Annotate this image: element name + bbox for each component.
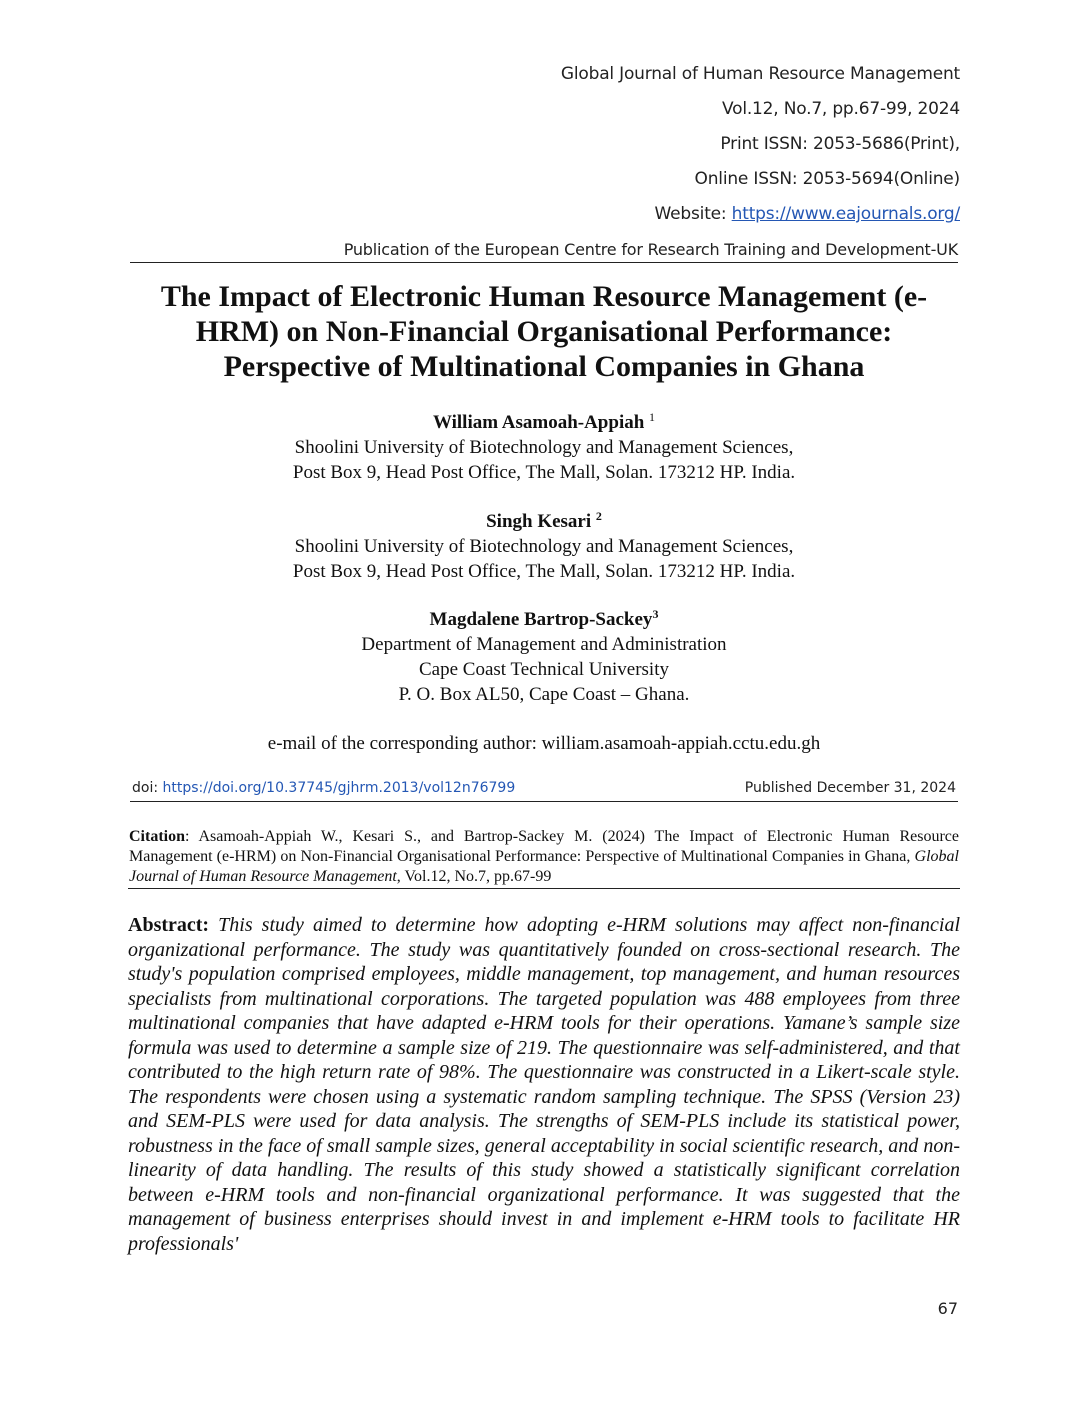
journal-website [655,204,960,224]
website-label: Website: [654,204,732,224]
abstract-label: Abstract: [128,914,210,936]
citation-text: : Asamoah-Appiah W., Kesari S., and Bartrop-Sackey M. (2024) The Impact of Electronic Human Resource Management (e-HRM) on Non-Financial Organisational Performance: Perspective of Multinational Companies in Ghana, [129,828,959,865]
author-department: Department of Management and Administration [361,634,727,655]
author-affiliation: Shoolini University of Biotechnology and Management Sciences, [294,437,794,458]
author-name: William Asamoah-Appiah [432,412,650,433]
abstract-text: This study aimed to determine how adopting e-HRM solutions may affect non-financial organizational performance. The study was quantitatively founded on cross-sectional research. The study's population comprised employees, middle management, top management, and human resources specialists from multinational corporations. The targeted population was 488 employees from three multinational companies that have adapted e-HRM tools for their operations. Yamane’s sample size formula was used to determine a sample size of 219. The questionnaire was self-administered, and that contributed to the high return rate of 98%. The questionnaire was constructed in a Likert-scale style. The respondents were chosen using a systematic random sampling technique. The SPSS (Version 23) and SEM-PLS were used for data analysis. The strengths of SEM-PLS include its statistical power, robustness in the face of small sample sizes, general acceptability in social scientific research, and non-linearity of data handling. The results of this study showed a statistically significant correlation between e-HRM tools and non-financial organizational performance. It was suggested that the management of business enterprises should invest in and implement e-HRM tools to facilitate HR professionals' [128,914,960,1255]
corresponding-email: e-mail of the corresponding author: william.asamoah-appiah.cctu.edu.gh [267,733,821,754]
website-link[interactable]: https://www.eajournals.org/ [731,204,960,224]
published-date: Published December 31, 2024 [744,780,956,796]
citation-journal: Global Journal of Human Resource Management [129,848,959,885]
doi-label: doi: [132,780,163,796]
author-superscript: 3 [652,607,659,621]
abstract-paragraph [128,913,960,1256]
title-line-3: Perspective of Multinational Companies in Ghana [223,350,865,383]
author-address: Post Box 9, Head Post Office, The Mall, Solan. 173212 HP. India. [292,462,796,483]
doi-line [132,780,515,796]
journal-volume: Vol.12, No.7, pp.67-99, 2024 [722,99,960,119]
author-address: P. O. Box AL50, Cape Coast – Ghana. [398,684,690,705]
title-line-2: HRM) on Non-Financial Organisational Performance: [195,315,893,348]
author-address: Post Box 9, Head Post Office, The Mall, Solan. 173212 HP. India. [292,561,796,582]
author-block-2 [120,509,968,584]
header-divider [130,262,958,263]
author-affiliation: Shoolini University of Biotechnology and Management Sciences, [294,536,794,557]
paper-title [120,279,968,384]
doi-link[interactable]: https://doi.org/10.37745/gjhrm.2013/vol12n76799 [162,780,516,796]
author-block-3 [120,607,968,707]
title-line-1: The Impact of Electronic Human Resource Management (e- [160,280,928,313]
publisher-line: Publication of the European Centre for Research Training and Development-UK [343,240,958,259]
author-block-1 [120,410,968,485]
doi-divider [130,801,958,802]
journal-name: Global Journal of Human Resource Management [560,64,960,84]
author-institution: Cape Coast Technical University [418,659,669,680]
citation-label: Citation [129,828,185,845]
online-issn: Online ISSN: 2053-5694(Online) [694,169,960,189]
citation-divider [128,888,960,889]
author-name: Magdalene Bartrop-Sackey [429,609,653,630]
print-issn: Print ISSN: 2053-5686(Print), [720,134,960,154]
citation-volume: , Vol.12, No.7, pp.67-99 [396,868,552,885]
author-name: Singh Kesari [486,511,596,532]
page-number: 67 [937,1299,958,1318]
author-superscript: 1 [649,410,656,424]
author-superscript: 2 [595,509,602,523]
citation-paragraph [129,827,959,887]
